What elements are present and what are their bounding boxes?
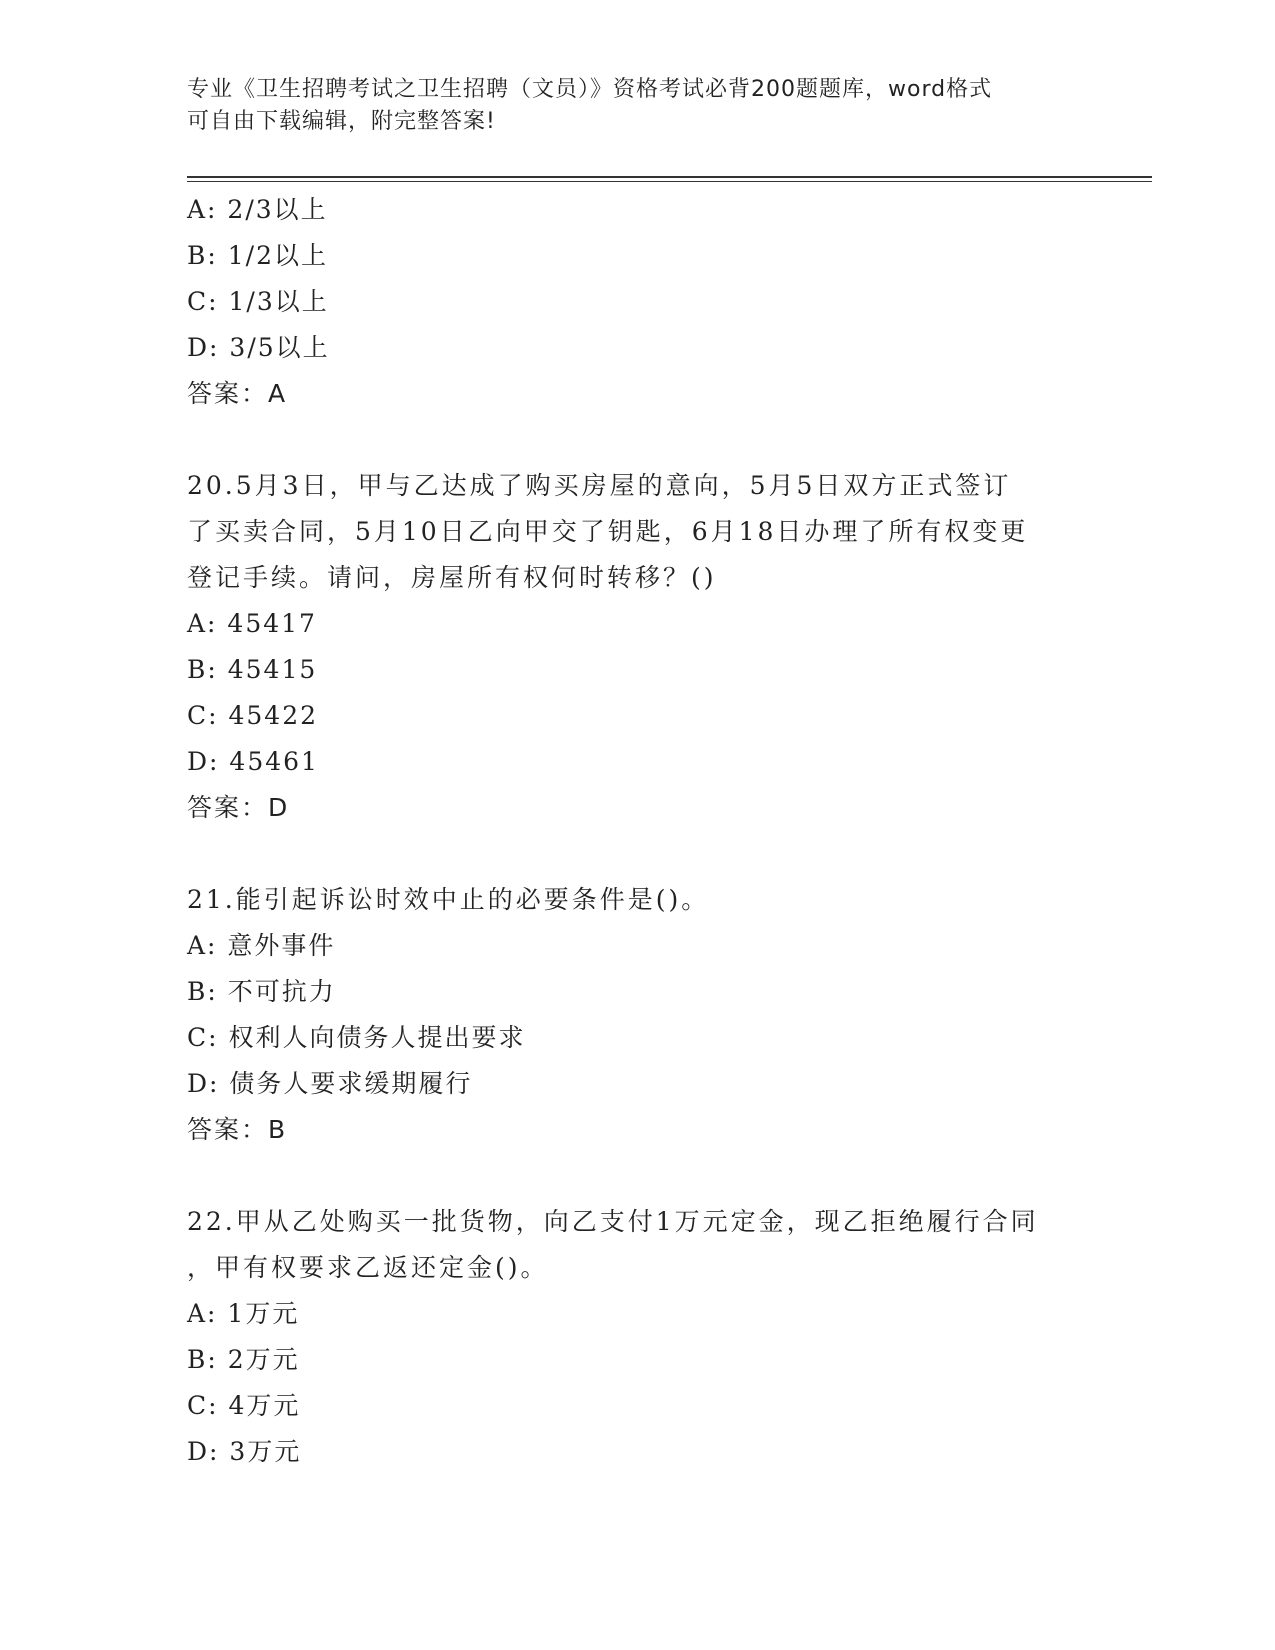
spacer [187, 417, 1087, 463]
document-header [187, 74, 1067, 138]
answer-line: 答案：D [187, 793, 290, 822]
option-d: D: 3/5以上 [187, 333, 330, 362]
question-20-options [187, 601, 1087, 831]
question-text-line: 22.甲从乙处购买一批货物，向乙支付1万元定金，现乙拒绝履行合同 [187, 1207, 1039, 1236]
option-d: D: 45461 [187, 747, 319, 776]
header-divider-thin [187, 181, 1152, 182]
question-21-options [187, 923, 1087, 1153]
option-a: A: 1万元 [187, 1299, 300, 1328]
option-a: A: 45417 [187, 609, 317, 638]
question-20 [187, 463, 1087, 601]
option-d: D: 3万元 [187, 1437, 302, 1466]
option-b: B: 不可抗力 [187, 977, 336, 1006]
option-b: B: 2万元 [187, 1345, 300, 1374]
option-b: B: 1/2以上 [187, 241, 328, 270]
header-line-1: 专业《卫生招聘考试之卫生招聘（文员）》资格考试必背200题题库，word格式 [187, 77, 993, 102]
option-d: D: 债务人要求缓期履行 [187, 1069, 473, 1098]
document-body [187, 187, 1087, 1475]
question-21 [187, 877, 1087, 923]
option-a: A: 意外事件 [187, 931, 336, 960]
answer-line: 答案：A [187, 379, 288, 408]
option-c: C: 1/3以上 [187, 287, 329, 316]
question-text-line: 登记手续。请问，房屋所有权何时转移？() [187, 563, 717, 592]
option-c: C: 权利人向债务人提出要求 [187, 1023, 526, 1052]
spacer [187, 1153, 1087, 1199]
header-divider-thick [187, 176, 1152, 178]
question-text-line: ，甲有权要求乙返还定金()。 [187, 1253, 549, 1282]
question-22 [187, 1199, 1087, 1291]
option-c: C: 45422 [187, 701, 319, 730]
question-text-line: 了买卖合同，5月10日乙向甲交了钥匙，6月18日办理了所有权变更 [187, 517, 1029, 546]
question-text-line: 20.5月3日，甲与乙达成了购买房屋的意向，5月5日双方正式签订 [187, 471, 1012, 500]
header-line-2: 可自由下载编辑，附完整答案! [187, 109, 496, 134]
answer-line: 答案：B [187, 1115, 288, 1144]
question-22-options [187, 1291, 1087, 1475]
option-b: B: 45415 [187, 655, 318, 684]
question-19 [187, 187, 1087, 417]
option-a: A: 2/3以上 [187, 195, 328, 224]
spacer [187, 831, 1087, 877]
question-text-line: 21.能引起诉讼时效中止的必要条件是()。 [187, 885, 710, 914]
option-c: C: 4万元 [187, 1391, 301, 1420]
